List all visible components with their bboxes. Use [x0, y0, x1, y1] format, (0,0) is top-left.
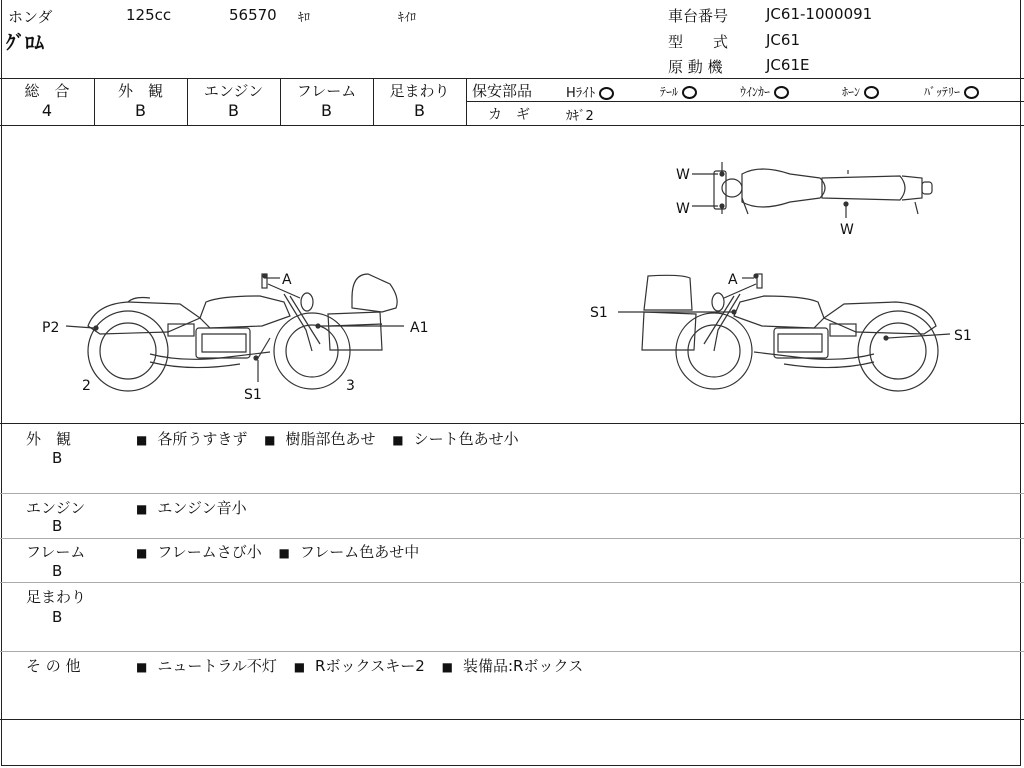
- rating-label-frame: フレーム: [296, 82, 357, 100]
- type-label: 型 式: [668, 33, 729, 51]
- damage-diagram: [0, 126, 1024, 423]
- mark-p2-left: P2: [42, 320, 60, 336]
- parts-divider: [466, 101, 1024, 102]
- mark-a-right: A: [728, 272, 738, 288]
- color: ｷｲﾛ: [398, 10, 417, 24]
- detail-grade-frame: B: [52, 562, 63, 580]
- motorcycle-top-view: [692, 162, 932, 218]
- ok-mark: [964, 86, 979, 99]
- mileage-unit: ｷﾛ: [298, 10, 311, 24]
- detail-notes-exterior: ■ 各所うすきず ■ 樹脂部色あせ ■ シート色あせ小: [136, 430, 519, 448]
- rating-value-overall: 4: [41, 101, 53, 120]
- detail-notes-engine: ■ エンジン音小: [136, 499, 247, 517]
- maker: ホンダ: [8, 8, 53, 26]
- rating-value-engine: B: [228, 101, 239, 120]
- detail-divider: [0, 582, 1024, 583]
- ok-mark: [682, 86, 697, 99]
- mark-a1-left: A1: [410, 320, 429, 336]
- rating-label-engine: エンジン: [203, 82, 264, 100]
- detail-label-engine: エンジン: [26, 499, 86, 517]
- mark-3-left: 3: [346, 378, 355, 394]
- diagram-bottom-divider: [0, 423, 1024, 424]
- ok-mark: [774, 86, 789, 99]
- rating-label-exterior: 外 観: [117, 82, 163, 100]
- mark-w-top-3: W: [840, 222, 854, 238]
- mark-w-top-1: W: [676, 167, 690, 183]
- part-taillight: ﾃｰﾙ: [660, 83, 697, 100]
- detail-divider: [0, 538, 1024, 539]
- ok-mark: [599, 87, 614, 100]
- detail-grade-exterior: B: [52, 449, 63, 467]
- chassis-label: 車台番号: [668, 7, 729, 25]
- engine-label: 原 動 機: [668, 58, 723, 76]
- detail-label-frame: フレーム: [26, 543, 86, 561]
- chassis-value: JC61-1000091: [766, 5, 873, 23]
- detail-label-other: そ の 他: [26, 657, 81, 675]
- rating-label-overall: 総 合: [24, 82, 70, 100]
- damage-point: [754, 274, 758, 278]
- key-value: ｶｷﾞ2: [566, 109, 594, 124]
- mark-2-left: 2: [82, 378, 91, 394]
- detail-notes-other: ■ ニュートラル不灯 ■ Rボックスキー2 ■ 装備品:Rボックス: [136, 657, 584, 675]
- mark-s1-right-1: S1: [590, 305, 608, 321]
- mileage: 56570: [229, 6, 277, 24]
- key-label: カ ギ: [488, 107, 530, 123]
- rating-value-suspension: B: [414, 101, 425, 120]
- detail-divider: [0, 493, 1024, 494]
- detail-notes-frame: ■ フレームさび小 ■ フレーム色あせ中: [136, 543, 420, 561]
- parts-label: 保安部品: [472, 82, 533, 100]
- rating-value-exterior: B: [135, 101, 146, 120]
- damage-point: [884, 336, 888, 340]
- mark-s1-left: S1: [244, 387, 262, 403]
- displacement: 125cc: [126, 6, 172, 24]
- damage-point: [732, 310, 736, 314]
- detail-label-suspension: 足まわり: [26, 588, 87, 606]
- engine-value: JC61E: [766, 56, 810, 74]
- detail-divider: [0, 719, 1024, 720]
- rating-value-frame: B: [321, 101, 332, 120]
- ok-mark: [864, 86, 879, 99]
- mark-s1-right-2: S1: [954, 328, 972, 344]
- detail-grade-suspension: B: [52, 608, 63, 626]
- detail-grade-engine: B: [52, 517, 63, 535]
- mark-w-top-2: W: [676, 201, 690, 217]
- header-divider: [0, 78, 1024, 79]
- leader-line: [888, 334, 950, 338]
- rating-label-suspension: 足まわり: [389, 82, 450, 100]
- part-headlight: Hﾗｲﾄ: [566, 82, 614, 101]
- model-name: ｸﾞﾛﾑ: [6, 32, 45, 54]
- motorcycle-right-view: [642, 274, 938, 391]
- detail-divider: [0, 651, 1024, 652]
- type-value: JC61: [766, 31, 800, 49]
- part-winker: ｳｲﾝｶｰ: [740, 83, 789, 100]
- mark-a-left: A: [282, 272, 292, 288]
- part-battery: ﾊﾞｯﾃﾘｰ: [924, 83, 979, 100]
- detail-label-exterior: 外 観: [26, 430, 72, 448]
- part-horn: ﾎｰﾝ: [842, 83, 879, 100]
- motorcycle-left-view: [66, 274, 404, 391]
